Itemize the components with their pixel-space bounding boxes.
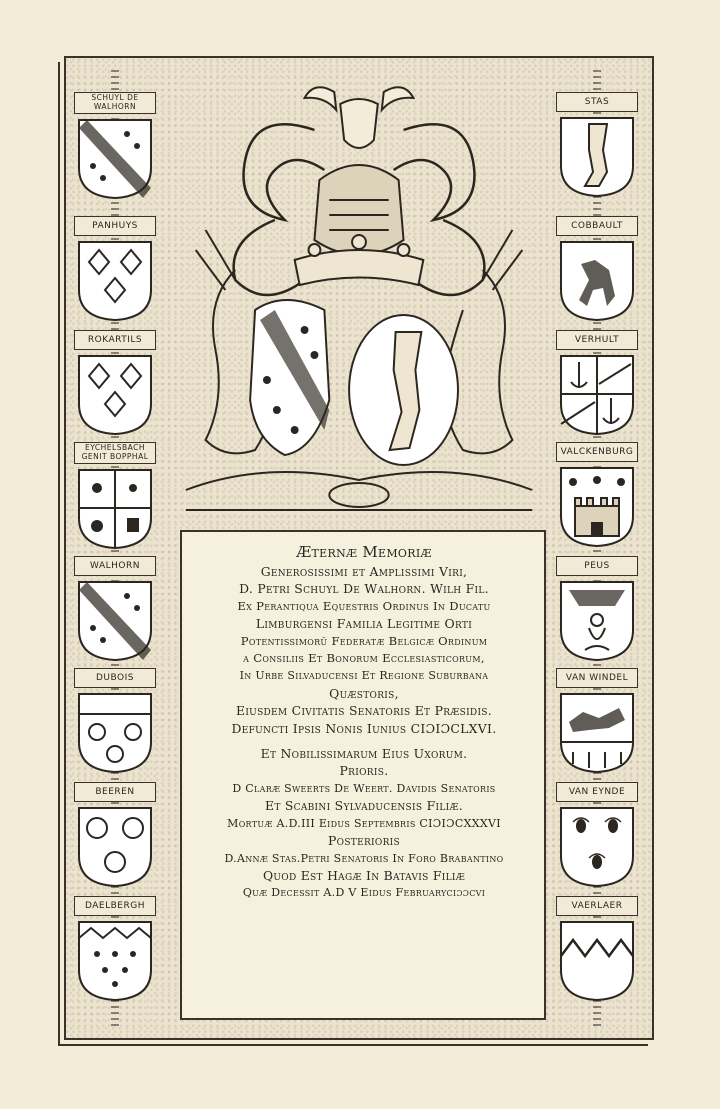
- inscription-line: Defuncti Ipsis Nonis Iunius CIƆIƆCLXVI.: [231, 720, 497, 736]
- inscription-line: Æternæ Memoriæ: [296, 543, 432, 561]
- cartouche-ornament-icon: [186, 472, 532, 510]
- shield-block: [74, 92, 156, 200]
- bend-birds-icon: [77, 580, 153, 662]
- inscription-line: Ex Perantiqua Equestris Ordinus In Ducatu: [237, 598, 491, 613]
- inscription-line: In Urbe Silvaducensi Et Regione Suburbana: [239, 669, 489, 683]
- inscription-line: D Claræ Sweerts De Weert. Davidis Senatoris: [232, 781, 496, 795]
- shield-label: DUBOIS: [74, 668, 156, 688]
- inscription-line: Potentissimorũ Federatæ Belgicæ Ordinum: [240, 633, 488, 648]
- shield-label: COBBAULT: [556, 216, 638, 236]
- crown-icon: [295, 235, 424, 285]
- inscription-line: Prioris.: [339, 763, 389, 779]
- shield-label: SCHUYL DE WALHORN: [74, 92, 156, 114]
- memorial-inscription: [180, 530, 546, 1020]
- shield-label: VALCKENBURG: [556, 442, 638, 462]
- right-shield-column: [552, 70, 642, 1026]
- shield-block: [74, 330, 156, 436]
- shield-block: [74, 556, 156, 662]
- bend-birds-icon: [77, 118, 153, 200]
- inscription-line: Eiusdem Civitatis Senatoris Et Præsidis.: [235, 703, 493, 719]
- shield-block: [556, 216, 638, 322]
- leaves-icon: [77, 692, 153, 774]
- mermaid-icon: [559, 580, 635, 662]
- inscription-line: Quæ Decessit A.D V Eidus Februaryciɔɔcvi: [242, 886, 486, 900]
- lozenges-icon: [77, 240, 153, 322]
- lion-icon: [559, 692, 635, 774]
- griffin-right-icon: [443, 230, 522, 453]
- coat-of-arms-illustration: [166, 70, 552, 520]
- shield-block: [556, 668, 638, 774]
- shield-block: [74, 668, 156, 774]
- shield-stas-icon: [349, 315, 458, 465]
- shield-label: VERHULT: [556, 330, 638, 350]
- shield-label: PANHUYS: [74, 216, 156, 236]
- leg-icon: [559, 116, 635, 198]
- fleurs-icon: [77, 920, 153, 1002]
- inscription-line: Quod Est Hagæ In Batavis Filiæ: [262, 867, 466, 883]
- goat-head-icon: [305, 87, 414, 148]
- engraved-plate: [64, 56, 654, 1040]
- shield-label: PEUS: [556, 556, 638, 576]
- shield-schuyl-icon: [250, 300, 329, 455]
- inscription-line: Limburgensi Familia Legitime Orti: [255, 616, 473, 632]
- shield-block: [74, 216, 156, 322]
- shield-block: [556, 556, 638, 662]
- inscription-line: Posterioris: [328, 833, 400, 849]
- shield-block: [74, 896, 156, 1002]
- inscription-line: Et Scabini Sylvaducensis Filiæ.: [264, 798, 463, 814]
- lozenges-icon: [77, 354, 153, 436]
- shield-label: VAN EYNDE: [556, 782, 638, 802]
- left-shield-column: [70, 70, 160, 1026]
- inscription-line: Generosissimi et Amplissimi Viri,: [260, 564, 468, 579]
- shield-block: [556, 896, 638, 1002]
- shield-label: EYCHELSBACH GENIT BOPPHAL: [74, 442, 156, 464]
- shield-label: VAN WINDEL: [556, 668, 638, 688]
- anchor-icon: [559, 354, 635, 436]
- shield-label: DAELBERGH: [74, 896, 156, 916]
- shield-label: WALHORN: [74, 556, 156, 576]
- shield-block: [556, 782, 638, 888]
- bees-icon: [559, 806, 635, 888]
- inscription-line: D.Annæ Stas.Petri Senatoris In Foro Brabantino: [224, 851, 504, 865]
- horse-icon: [559, 240, 635, 322]
- inscription-line: Et Nobilissimarum Eius Uxorum.: [260, 746, 468, 762]
- shield-label: ROKARTILS: [74, 330, 156, 350]
- inscription-line: Quæstoris,: [329, 685, 399, 701]
- shield-label: BEEREN: [74, 782, 156, 802]
- shield-block: [556, 330, 638, 436]
- shield-block: [556, 92, 638, 198]
- center-panel: [166, 70, 552, 1026]
- castle-icon: [559, 466, 635, 548]
- inscription-line: D. Petri Schuyl De Walhorn. Wilh Fil.: [239, 581, 489, 597]
- inscription-line: Mortuæ A.D.III Eidus Septembris CIƆIƆCXXXVI: [227, 816, 501, 830]
- shield-block: [556, 442, 638, 548]
- shield-block: [74, 782, 156, 888]
- shield-block: [74, 442, 156, 550]
- chevrons-icon: [559, 920, 635, 1002]
- shield-label: VAERLAER: [556, 896, 638, 916]
- leaves-icon: [77, 806, 153, 888]
- quartered-icon: [77, 468, 153, 550]
- inscription-line: a Consiliis Et Bonorum Ecclesiasticorum,: [243, 651, 485, 666]
- shield-label: STAS: [556, 92, 638, 112]
